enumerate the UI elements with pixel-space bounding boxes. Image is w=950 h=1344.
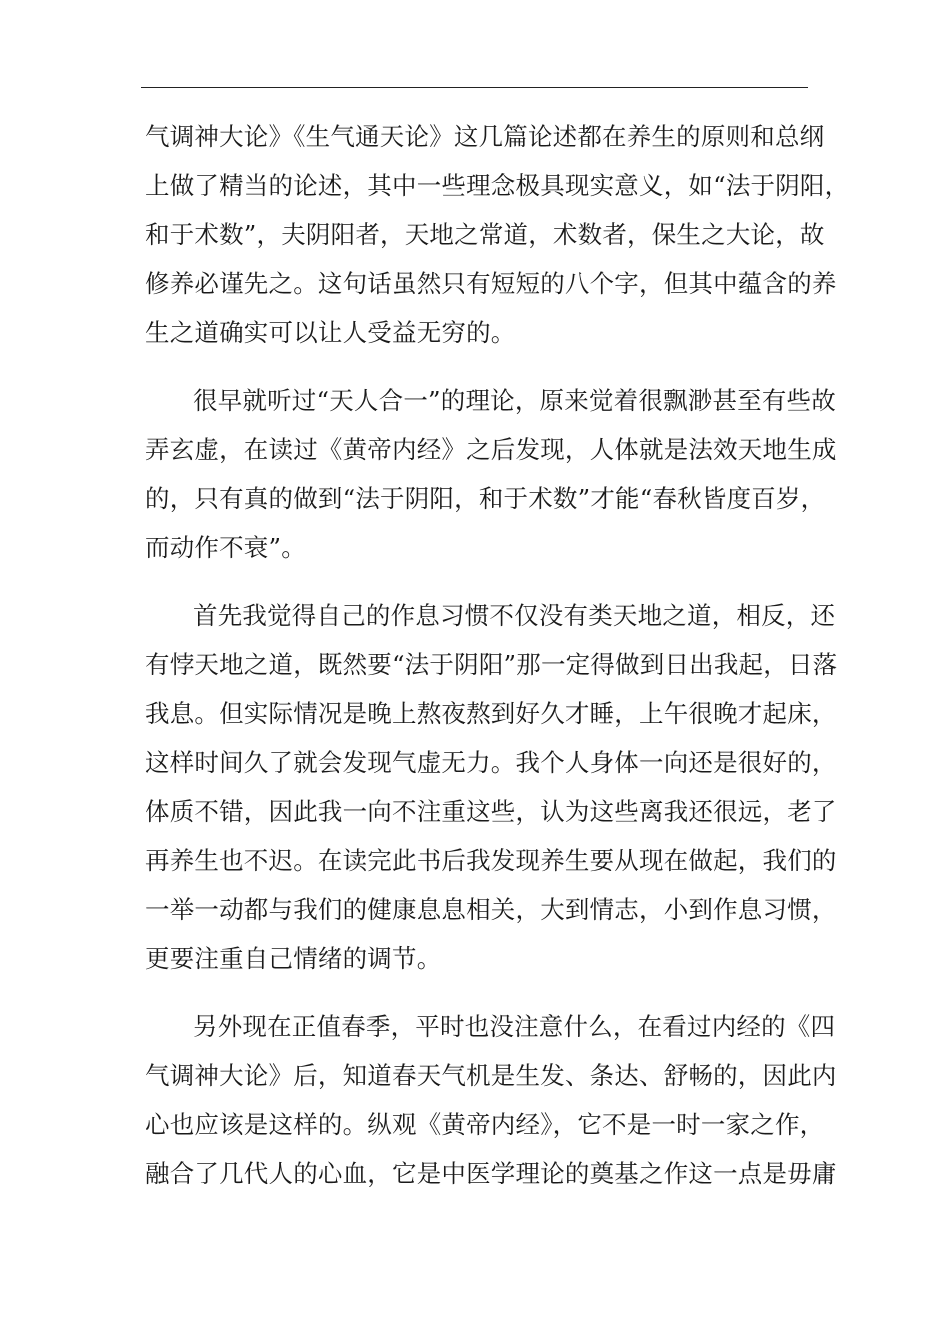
text-line: 弄玄虚，在读过《黄帝内经》之后发现，人体就是法效天地生成 — [145, 435, 837, 464]
text-line: 而动作不衰”。 — [145, 533, 306, 562]
text-line: 另外现在正值春季，平时也没注意什么，在看过内经的《四 — [193, 1012, 836, 1041]
paragraph-2 — [145, 376, 837, 572]
text-line: 很早就听过“天人合一”的理论，原来觉着很飘渺甚至有些故 — [193, 386, 836, 415]
text-line: 修养必谨先之。这句话虽然只有短短的八个字，但其中蕴含的养 — [145, 269, 837, 298]
text-line: 上做了精当的论述，其中一些理念极具现实意义，如“法于阴阳， — [145, 171, 850, 200]
text-line: 这样时间久了就会发现气虚无力。我个人身体一向还是很好的， — [145, 748, 837, 777]
paragraph-gap — [145, 572, 810, 591]
text-line: 有悖天地之道，既然要“法于阴阳”那一定得做到日出我起，日落 — [145, 650, 838, 679]
text-line: 和于术数”，夫阴阳者，天地之常道，术数者，保生之大论，故 — [145, 220, 825, 249]
paragraph-gap — [145, 983, 810, 1002]
text-line: 气调神大论》后，知道春天气机是生发、条达、舒畅的，因此内 — [145, 1061, 837, 1090]
text-line: 首先我觉得自己的作息习惯不仅没有类天地之道，相反，还 — [193, 601, 836, 630]
paragraph-4 — [145, 1002, 837, 1198]
paragraph-3 — [145, 591, 838, 983]
text-line: 体质不错，因此我一向不注重这些，认为这些离我还很远，老了 — [145, 797, 837, 826]
text-line: 生之道确实可以让人受益无穷的。 — [145, 318, 516, 347]
text-line: 再养生也不迟。在读完此书后我发现养生要从现在做起，我们的 — [145, 846, 837, 875]
body-text — [145, 112, 850, 1198]
paragraph-gap — [145, 357, 810, 376]
text-line: 融合了几代人的心血，它是中医学理论的奠基之作这一点是毋庸 — [145, 1159, 837, 1188]
text-line: 一举一动都与我们的健康息息相关，大到情志，小到作息习惯， — [145, 895, 837, 924]
text-line: 气调神大论》《生气通天论》这几篇论述都在养生的原则和总纲 — [145, 122, 825, 151]
text-line: 的，只有真的做到“法于阴阳，和于术数”才能“春秋皆度百岁， — [145, 484, 826, 513]
paragraph-1 — [145, 112, 850, 357]
header-rule — [141, 87, 808, 88]
text-line: 心也应该是这样的。纵观《黄帝内经》，它不是一时一家之作， — [145, 1110, 825, 1139]
text-line: 我息。但实际情况是晚上熬夜熬到好久才睡，上午很晚才起床， — [145, 699, 837, 728]
text-line: 更要注重自己情绪的调节。 — [145, 944, 442, 973]
